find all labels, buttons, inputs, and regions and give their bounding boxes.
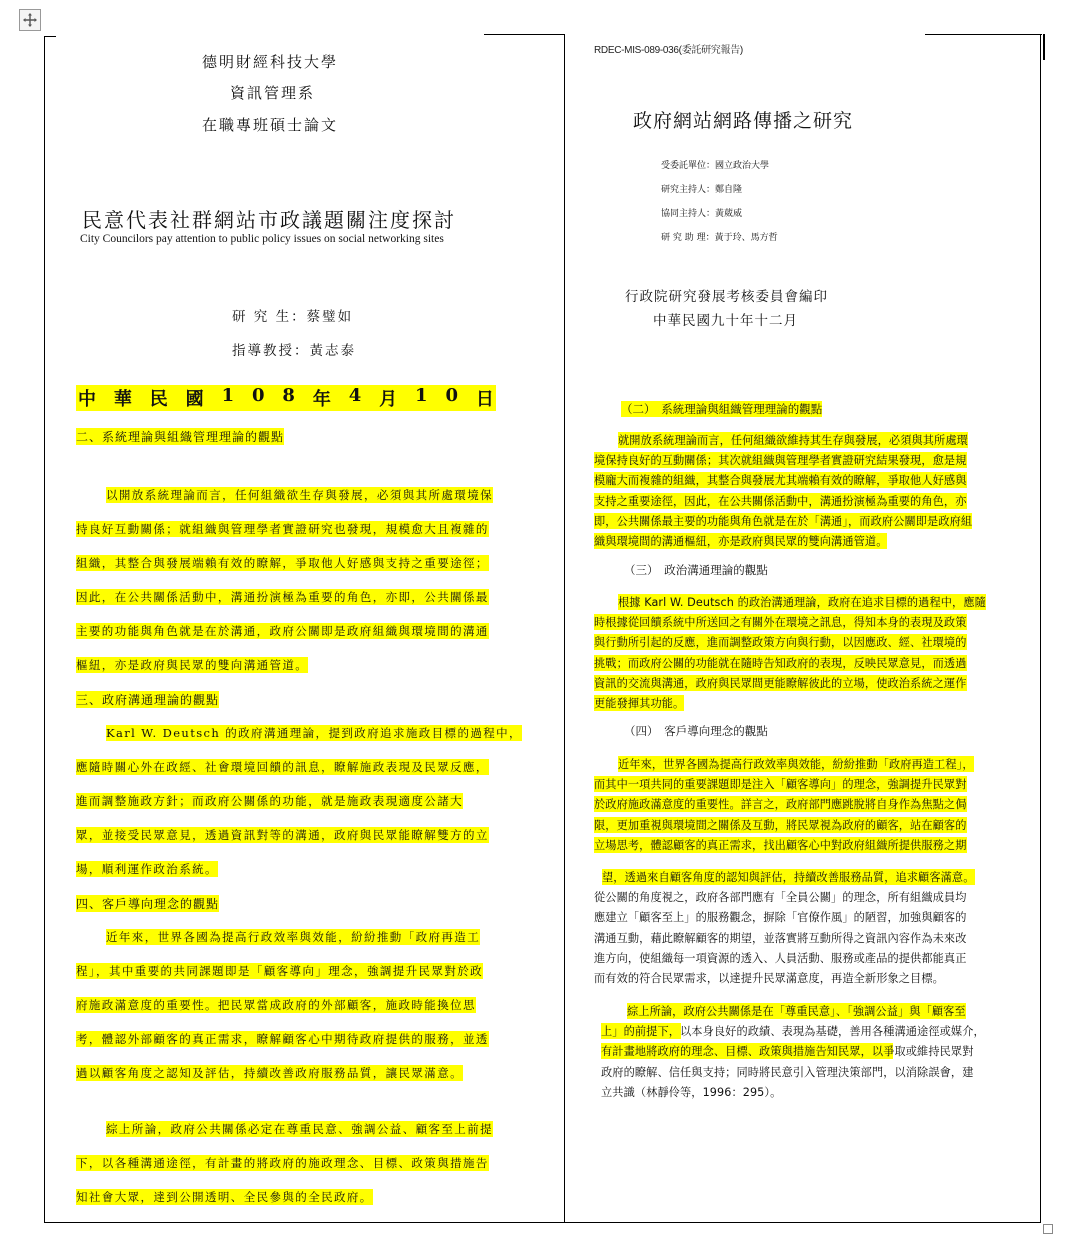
text-line: 因此，在公共關係活動中，溝通扮演極為重要的角色，亦即，公共關係最	[76, 590, 489, 604]
text-line: 根據 Karl W. Deutsch 的政治溝通理論，政府在追求目標的過程中，應隨	[618, 596, 986, 609]
text-line: 府施政滿意度的重要性。把民眾當成政府的外部顧客，施政時能換位思	[76, 998, 476, 1012]
left-section-2-heading: 二、系統理論與組織管理理論的觀點	[76, 430, 285, 444]
meta-principal: 研究主持人：鄭自隆	[661, 185, 743, 195]
text-line: 而其中一項共同的重要課題即是注入「顧客導向」的理念，強調提升民眾對	[594, 778, 967, 792]
text-line: 持良好互動關係；就組織與管理學者實證研究也發現，規模愈大且複雜的	[76, 522, 489, 536]
text-line: 進方向，使組織每一項資源的透入、人員活動、服務或產品的提供都能真正	[594, 951, 967, 965]
date-char: 0	[251, 385, 265, 406]
advisor-name: 指導教授：黃志泰	[232, 343, 356, 359]
date-char: 1	[415, 385, 428, 406]
text-line: 應建立「顧客至上」的服務觀念，摒除「官僚作風」的陋習，加強與顧客的	[594, 911, 967, 925]
report-code: RDEC-MIS-089-036(委託研究報告)	[594, 45, 743, 56]
text-line: 支持之重要途徑，因此，在公共關係活動中，溝通扮演極為重要的角色，亦	[594, 494, 967, 508]
meta-assistants: 研 究 助 理：黃于玲、馬方哲	[661, 233, 778, 243]
right-section-4-heading: （四） 客戶導向理念的觀點	[624, 724, 768, 738]
table-resize-handle[interactable]	[1043, 1224, 1053, 1234]
text-line: 政府的瞭解、信任與支持；同時將民意引入管理決策部門，以消除誤會，建	[601, 1065, 974, 1079]
table-border-top-left	[44, 36, 56, 37]
text-line: 程」，其中重要的共同課題即是「顧客導向」理念，強調提升民眾對於政	[76, 964, 484, 978]
date-char: 華	[113, 389, 132, 410]
table-border-bottom	[44, 1222, 1041, 1223]
text-line: 考，體認外部顧客的真正需求，瞭解顧客心中期待政府提供的服務，並透	[76, 1032, 489, 1046]
text-line: 組織，其整合與發展端賴有效的瞭解，爭取他人好感與支持之重要途徑；	[76, 556, 489, 570]
date-char: 年	[312, 389, 331, 410]
text-line: 上」的前提下，以本身良好的政績、表現為基礎，善用各種溝通途徑或媒介，	[601, 1025, 985, 1039]
column-divider	[564, 34, 565, 1223]
text-line: 過以顧客角度之認知及評估，持續改善政府服務品質，讓民眾滿意。	[76, 1066, 463, 1080]
text-line: 與行動所引起的反應，進而調整政策方向與行動，以因應政、經、社環境的	[594, 636, 967, 650]
text-line: 近年來，世界各國為提高行政效率與效能，紛紛推動「政府再造工程」，	[618, 758, 974, 771]
text-line: 更能發揮其功能。	[594, 697, 685, 710]
move-icon	[22, 12, 38, 28]
date-char: 8	[282, 385, 295, 406]
thesis-date	[76, 385, 496, 411]
text-line: 應隨時關心外在政經、社會環境回饋的訊息，瞭解施政表現及民眾反應，	[76, 760, 489, 774]
text-line: 立共識（林靜伶等，1996：295）。	[601, 1085, 782, 1099]
table-border-top-mid	[484, 34, 564, 35]
text-line: 近年來，世界各國為提高行政效率與效能，紛紛推動「政府再造工	[106, 930, 481, 944]
department-name: 資訊管理系	[230, 84, 316, 102]
right-section-3-heading: （三） 政治溝通理論的觀點	[624, 563, 768, 577]
date-char: 1	[221, 385, 235, 406]
text-line: 限，更加重視與環境間之關係及互動，將民眾視為政府的顧客，站在顧客的	[594, 818, 967, 832]
text-line: 進而調整施政方針；而政府公關係的功能，就是施政表現適度公諸大	[76, 794, 463, 808]
table-border-top-right	[925, 34, 1042, 35]
text-line: 望，透過來自顧客角度的認知與評估，持續改善服務品質，追求顧客滿意。	[602, 871, 975, 884]
text-line: 場，順利運作政治系統。	[76, 862, 218, 876]
text-line: 模龐大而複雜的組織，其整合與發展尤其端賴有效的瞭解，爭取他人好感與	[594, 474, 967, 488]
date-char: 日	[475, 389, 494, 410]
date-char: 民	[149, 389, 168, 410]
text-line: 就開放系統理論而言，任何組織欲維持其生存與發展，必須與其所處環	[618, 434, 968, 447]
date-char: 中	[78, 389, 96, 410]
meta-contractor: 受委託單位：國立政治大學	[661, 161, 770, 171]
cursor-mark	[1043, 34, 1045, 60]
text-line: 境保持良好的互動關係；其次就組織與管理學者實證研究結果發現，愈是規	[594, 454, 967, 468]
publish-date: 中華民國九十年十二月	[653, 313, 798, 329]
text-line: 即，公共關係最主要的功能與角色就是在於「溝通」，而政府公關即是政府組	[594, 514, 973, 528]
text-line: 綜上所論，政府公共關係必定在尊重民意、強調公益、顧客至上前提	[106, 1122, 493, 1136]
text-line: 織與環境間的溝通樞紐，亦是政府與民眾的雙向溝通管道。	[594, 535, 888, 548]
text-line: 主要的功能與角色就是在於溝通，政府公關即是政府組織與環境間的溝通	[76, 624, 489, 638]
text-line: 於政府施政滿意度的重要性。詳言之，政府部門應跳脫將自身作為焦點之侷	[594, 798, 967, 812]
date-char: 4	[348, 385, 362, 406]
table-border-right	[1040, 34, 1041, 1223]
meta-co-principal: 協同主持人：黃葳威	[661, 209, 743, 219]
left-section-3-heading: 三、政府溝通理論的觀點	[76, 693, 220, 707]
text-line: 下，以各種溝通途徑，有計畫的將政府的施政理念、目標、政策與措施告	[76, 1156, 489, 1170]
program-name: 在職專班碩士論文	[202, 116, 339, 134]
text-line: 資訊的交流與溝通，政府與民眾間更能瞭解彼此的立場，使政治系統之運作	[594, 676, 967, 690]
text-line: 以開放系統理論而言，任何組織欲生存與發展，必須與其所處環境保	[106, 488, 493, 502]
text-line: Karl W. Deutsch 的政府溝通理論，提到政府追求施政目標的過程中，	[106, 726, 522, 740]
text-line: 從公關的角度視之，政府各部門應有「全員公關」的理念，所有組織成員均	[594, 891, 967, 905]
text-line: 立場思考，體認顧客的真正需求，找出顧客心中對政府組織所提供服務之期	[594, 838, 967, 852]
report-title: 政府網站網路傳播之研究	[633, 110, 854, 132]
text-line: 溝通互動，藉此瞭解顧客的期望，並落實將互動所得之資訊內容作為未來改	[594, 931, 967, 945]
text-line: 眾，並接受民眾意見，透過資訊對等的溝通，政府與民眾能瞭解雙方的立	[76, 828, 489, 842]
text-line: 而有效的符合民眾需求，以達提升民眾滿意度，再造全新形象之目標。	[594, 972, 944, 985]
publisher: 行政院研究發展考核委員會編印	[625, 289, 828, 305]
student-name: 研 究 生：蔡璧如	[232, 309, 354, 325]
text-line: 有計畫地將政府的理念、目標、政策與措施告知民眾，以爭取或維持民眾對	[601, 1045, 974, 1059]
date-char: 月	[379, 389, 398, 410]
text-line: 時根據從回饋系統中所送回之有關外在環境之訊息，得知本身的表現及政策	[594, 616, 967, 630]
text-line: 挑戰；而政府公關的功能就在隨時告知政府的表現，反映民眾意見，而透過	[594, 656, 967, 670]
date-char: 0	[445, 385, 458, 406]
table-move-handle[interactable]	[19, 9, 41, 31]
right-section-2-heading: （二） 系統理論與組織管理理論的觀點	[621, 402, 823, 416]
text-line: 綜上所論，政府公共關係是在「尊重民意」、「強調公益」與「顧客至	[627, 1005, 966, 1018]
left-section-4-heading: 四、客戶導向理念的觀點	[76, 897, 220, 911]
thesis-title-en: City Councilors pay attention to public policy issues on social networking sites	[80, 233, 444, 245]
text-line: 樞紐，亦是政府與民眾的雙向溝通管道。	[76, 658, 309, 672]
date-char: 國	[185, 389, 204, 410]
thesis-title-cn: 民意代表社群網站市政議題關注度探討	[82, 208, 456, 232]
university-name: 德明財經科技大學	[202, 53, 339, 71]
table-border-left	[44, 36, 45, 1223]
text-line: 知社會大眾，達到公開透明、全民參與的全民政府。	[76, 1190, 373, 1204]
